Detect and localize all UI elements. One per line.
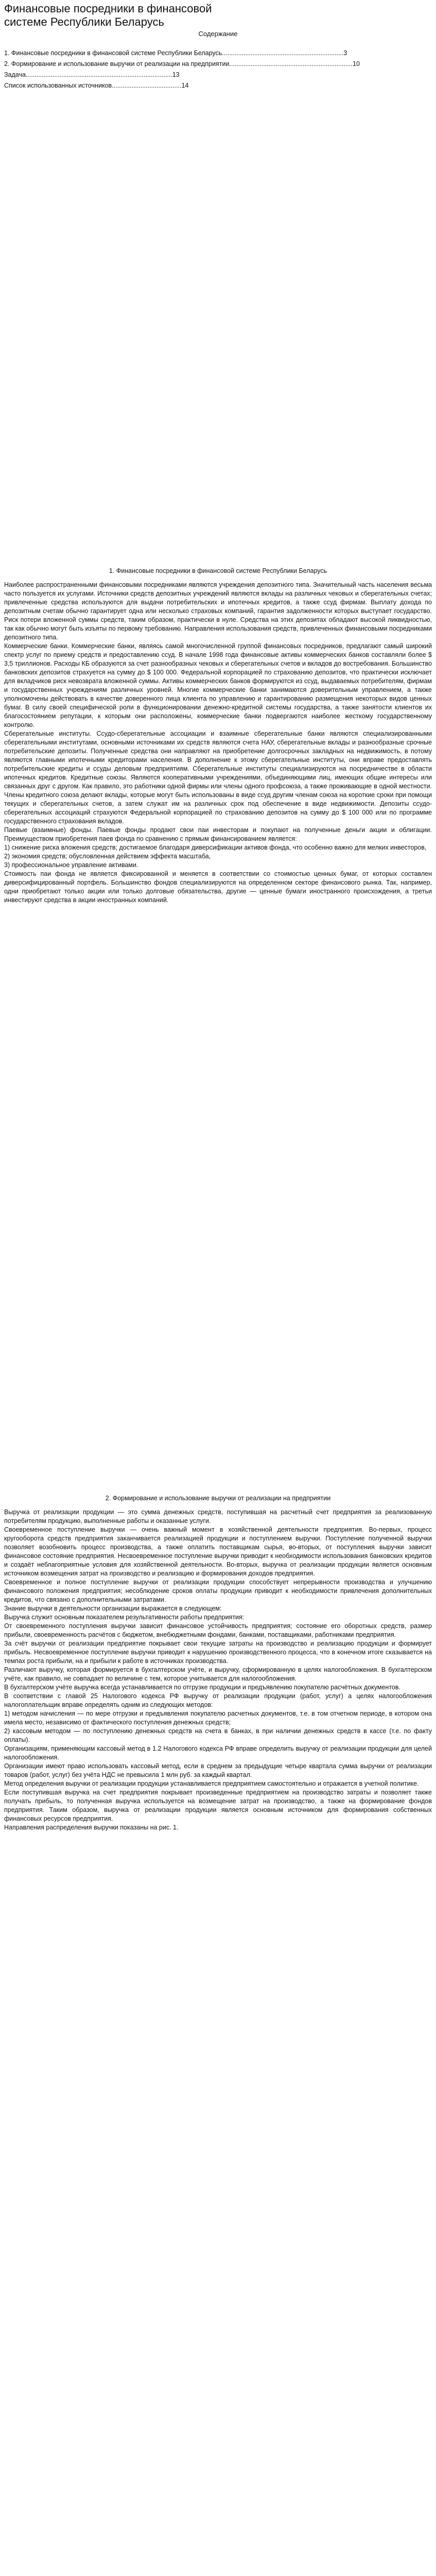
paragraph: 1) снижение риска вложения средств; достигаемое благодаря диверсификации активов фонда, что особенно важно для мелких инвесторов, (4, 844, 427, 851)
table-of-contents (4, 30, 432, 92)
toc-item: Задача..................................................................................13 (4, 71, 180, 78)
paragraph: Метод определения выручки от реализации продукции устанавливается предприятием самостоятельно и отражается в учетной политике. (4, 1780, 419, 1787)
paragraph: Выручка от реализации продукции — это сумма денежных средств, поступившая на расчетный счет предприятия за реализованную потребителям продукцию, выполненные работы и оказанные услуги. (4, 1509, 432, 1524)
paragraph: Организации имеют право использовать кассовый метод, если в среднем за предыдущие четыре квартала сумма выручки от реализации товаров (работ, услуг) без учёта НДС не превысила 1 млн руб. за каждый квартал. (4, 1762, 432, 1778)
section-revenue-formation (4, 1494, 432, 1832)
paragraph: Различают выручку, которая формируется в бухгалтерском учёте, и выручку, сформированную в целях налогообложения. В бухгалтерском учёте, как правило, не совпадает по величине с тем, которое учитывается для налогообложения. (4, 1666, 432, 1682)
toc-item: 2. Формирование и использование выручки от реализации на предприятии.....................................................................10 (4, 60, 360, 67)
paragraph: 2) экономия средств; обусловленная действием эффекта масштаба, (4, 853, 211, 860)
paragraph: 3) профессиональное управление активами. (4, 861, 138, 869)
paragraph: 1) методом начисления — по мере отгрузки и предъявления покупателю расчетных документов, т.е. в том отчетном периоде, в котором она имела место, независимо от фактического поступления денежных средств; (4, 1710, 432, 1726)
page-title: Финансовые посредники в финансовой системе Республики Беларусь (4, 2, 212, 28)
paragraph: Стоимость паи фонда не является фиксированной и меняется в соответствии со стоимостью ценных бумаг, от которых составлен диверсифицированный портфель. Большинство фондов специализируются на определенном секторе финансового рынка. Так, например, одни приобретают только акции или только долговые обязательства, другие — ценные бумаги иностранного происхождения, а третьи инвестируют средства в акции иностранных компаний. (4, 870, 432, 904)
paragraph: Своевременное и полное поступление выручки от реализации продукции способствует непрерывности производства и улучшению финансового положения предприятия; несоблюдение сроков оплаты продукции приводит к необходимости привлечения дополнительных кредитов, что связано с дополнительными затратами. (4, 1579, 432, 1603)
paragraph: Своевременное поступление выручки — очень важный момент в хозяйственной деятельности предприятия. Во-первых, процесс кругооборота средств предприятия заканчивается реализацией продукции и поступлением выручки. Поступление полученной выручки позволяет возобновить процесс производства, а также оплатить поставщикам сырья, во-вторых, от поступления выручки зависит финансовое состояние предприятия. Несвоевременное поступление выручки приводит к необходимости использования банковских кредитов и создаёт неблагоприятные условия для хозяйственной деятельности. Во-вторых, выручка от реализации продукции является основным источником возмещения затрат на производство и реализацию и формирования доходов предприятия. (4, 1526, 432, 1577)
paragraph: От своевременного поступления выручки зависит финансовое устойчивость предприятия; состояние его оборотных средств, размер прибыли, своевременность расчётов с бюджетом, внебюджетными фондами, банками, поставщиками, работниками предприятия. (4, 1622, 432, 1638)
paragraph: 2) кассовым методом — по поступлению денежных средств на счета в банках, в при наличии денежных средств в кассе (т.е. по факту оплаты). (4, 1727, 432, 1743)
paragraph: В соответствии с главой 25 Налогового кодекса РФ выручку от реализации продукции (работ, услуг) а целях налогообложения налогоплательщик вправе определять одним из следующих методов: (4, 1692, 432, 1708)
paragraph: В бухгалтерском учёте выручка всегда устанавливается по отгрузке продукции и предъявлению покупателю расчётных документов. (4, 1684, 400, 1691)
section-heading: 1. Финансовые посредники в финансовой системе Республики Беларусь (109, 567, 327, 574)
paragraph: Если поступившая выручка на счет предприятия покрывает произведенные предприятием на производство затраты и позволяет также получать прибыль, то полученная выручка используется на возмещение затрат на производство, а также на формирование фондов предприятия. Таким образом, выручка от реализации продукции является основным источником для формирования собственных финансовых ресурсов предприятия. (4, 1789, 432, 1822)
paragraph: За счёт выручки от реализации предприятие покрывает свои текущие затраты на производство и реализацию продукции и формирует прибыль. Несвоевременное поступление выручки приводит к нарушению производственного процесса, что в конечном итоге сказывается на темпах роста прибыли, на и прибыли к работе в источниках производства. (4, 1640, 432, 1665)
section-heading: 2. Формирование и использование выручки от реализации на предприятии (105, 1495, 331, 1502)
toc-item: 1. Финансовые посредники в финансовой системе Республики Беларусь....................................................................3 (4, 49, 347, 57)
paragraph: Сберегательные институты. Ссудо-сберегательные ассоциации и взаимные сберегательные банки являются специализированными сберегательными институтами, основными источниками их средств являются счета НАУ, сберегательные вклады и разнообразные срочные потребительские депозиты. Полученные средства они направляют на приобретение долгосрочных закладных на недвижимость, в потому являются главными ипотечными кредиторами населения. В дополнение к этому сберегательные институты, они вправе предоставлять потребительские кредиты и ссуды деловым предприятиям. Сберегательные институты специализируются на посредничестве в области ипотечных кредитов. Кредитные союзы. Являются кооперативными учреждениями, объединяющими лиц, имеющих общие интересы или связанных друг с другом. Как правило, это работники одной фирмы или члены одного профсоюза, а также проживающие в одной местности. Члены кредитного союза делают вклады, которые могут быть использованы в виде ссуд другим членам союза на короткие сроки при помощи текущих и сберегательных счетов, а затем служат им на различных срок под обеспечение в виде недвижимости. Депозиты ссудо-сберегательных ассоциаций страхуются Федеральной корпорацией по страхованию депозитов на сумму до $ 100 000 или по программе государственного страхования вкладов. (4, 730, 432, 825)
paragraph: Коммерческие банки. Коммерческие банки, являясь самой многочисленной группой финансовых посредников, предлагают самый широкий спектр услуг по приему средств и предоставлению ссуд. В начале 1998 года финансовые активы коммерческих банков составляли более $ 3,5 триллионов. Расходы КБ образуются за счет разнообразных чековых и сберегательных счетов и вкладов до востребования. Большинство банковских депозитов страхуется на сумму до $ 100 000. Федеральной корпорацией по страхованию депозитов, что практически исключает для вкладчиков риск невозврата вложенной суммы. Активы коммерческих банков формируются из ссуд, выдаваемых потребителям, фирмам и государственных учреждениям различных уровней. Многие коммерческие банки занимаются доверительным управлением, а также уполномочены действовать в качестве доверенного лица клиента по управлению и гарантированию размещения некоторых видов ценных бумаг. В силу своей специфической роли в функционировании денежно-кредитной системы государства, а также занятости клиентов их благосостоянием репутации, к которым они расположены, коммерческие банки подвергаются наиболее жесткому государственному контролю. (4, 642, 432, 728)
paragraph: Организациям, применяющим кассовый метод в 1.2 Налогового кодекса РФ вправе определить выручку от реализации продукции для целей налогообложения. (4, 1745, 432, 1761)
paragraph: Направления распределения выручки показаны на рис. 1. (4, 1824, 179, 1831)
paragraph: Паевые (взаимные) фонды. Паевые фонды продают свои паи инвесторам и покупают на полученные деньги акции и облигации. Преимуществом приобретения паев фонда по сравнению с прямым финансированием является: (4, 826, 432, 842)
toc-heading: Содержание (198, 30, 238, 38)
section-financial-intermediaries (4, 567, 432, 905)
paragraph: Выручка служит основным показателем результативности работы предприятия: (4, 1614, 245, 1621)
paragraph: Знание выручки в деятельности организации выражается в следующем: (4, 1605, 222, 1612)
paragraph: Наиболее распространенными финансовыми посредниками являются учреждения депозитного типа. Значительный часть населения весьма часто пользуется их услугами. Источники средств депозитных учреждений являются вклады на различных чековых и сберегательных счетах; привлеченные средства используются для выдачи потребительских и ипотечных кредитов, а также ссуд фирмам. Выплату дохода по депозитным счетам обычно гарантирует одна или несколько страховых компаний, гарантия задолженности которых выступает государство. Риск потери вложенной суммы средств, таким образом, практически в нуле. Средства на этих депозитах обладают высокой ликвидностью, так как обычно могут быть изъяты по первому требованию. Направления использования средств, привлеченных финансовыми посредниками депозитного типа. (4, 581, 432, 641)
toc-item: Список использованных источников.......................................14 (4, 82, 189, 89)
